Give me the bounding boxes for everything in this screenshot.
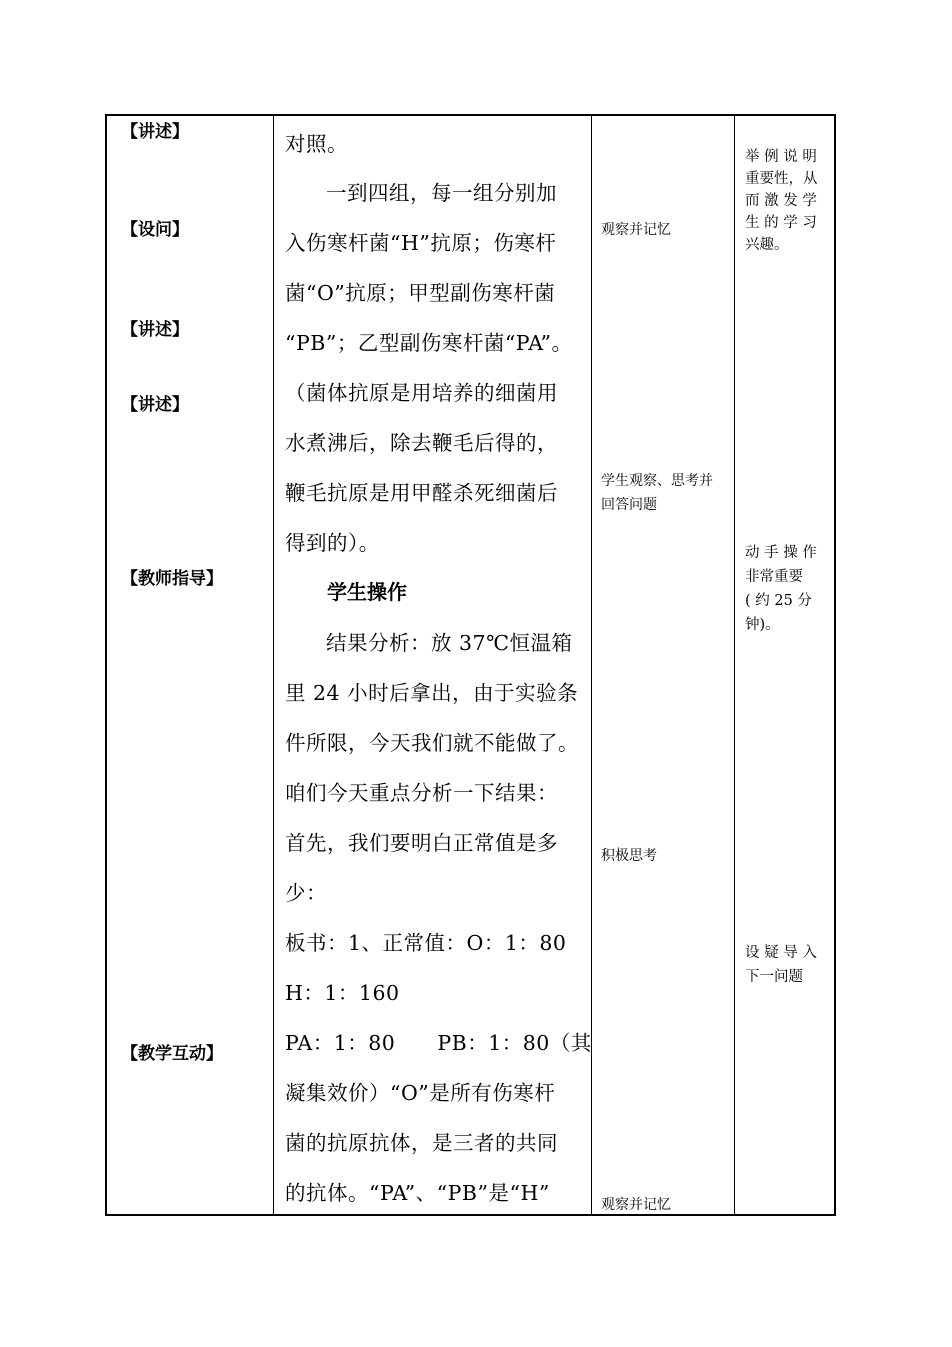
student-activity: 学生观察、思考并 <box>601 473 713 489</box>
content-line: “PB”；乙型副伤寒杆菌“PA”。 <box>285 331 573 355</box>
stage-label: 【讲述】 <box>121 320 189 340</box>
content-line: 板书：1、正常值：O：1：80 <box>285 931 567 955</box>
stage-label: 【讲述】 <box>121 122 189 142</box>
content-line: 鞭毛抗原是用甲醛杀死细菌后 <box>285 481 558 505</box>
design-note: 钟)。 <box>745 617 780 633</box>
content-line: 入伤寒杆菌“H”抗原；伤寒杆 <box>285 231 557 255</box>
student-activity: 观察并记忆 <box>601 1197 671 1213</box>
content-line: 得到的）。 <box>285 531 380 555</box>
student-activity: 积极思考 <box>601 848 657 864</box>
design-note: 设 疑 导 入 <box>745 945 817 961</box>
design-note: 而 激 发 学 <box>745 193 817 209</box>
content-line: PA：1：80 PB：1：80（其 <box>285 1031 592 1055</box>
design-note: 举 例 说 明 <box>745 149 817 165</box>
content-line: 件所限，今天我们就不能做了。 <box>285 731 579 755</box>
content-line: 凝集效价）“O”是所有伤寒杆 <box>285 1081 556 1105</box>
stage-label: 【讲述】 <box>121 395 189 415</box>
design-note: ( 约 25 分 <box>745 593 812 609</box>
content-line: 一到四组，每一组分别加 <box>326 181 557 205</box>
column-divider-3 <box>734 116 735 1214</box>
section-heading: 学生操作 <box>327 580 407 604</box>
column-divider-1 <box>273 116 274 1214</box>
content-line: H：1：160 <box>285 981 400 1005</box>
content-line: 的抗体。“PA”、“PB”是“H” <box>285 1181 550 1205</box>
content-line: 菌“O”抗原；甲型副伤寒杆菌 <box>285 281 556 305</box>
content-line: 咱们今天重点分析一下结果： <box>285 781 558 805</box>
content-line: 水煮沸后，除去鞭毛后得的， <box>285 431 558 455</box>
stage-label: 【教学互动】 <box>121 1044 223 1064</box>
content-line: 结果分析：放 37℃恒温箱 <box>326 631 573 655</box>
content-line: 里 24 小时后拿出，由于实验条 <box>285 681 579 705</box>
student-activity: 回答问题 <box>601 497 657 513</box>
lesson-plan-table <box>105 114 836 1216</box>
content-line: （菌体抗原是用培养的细菌用 <box>285 381 558 405</box>
stage-label: 【教师指导】 <box>121 569 223 589</box>
student-activity: 观察并记忆 <box>601 222 671 238</box>
design-note: 生 的 学 习 <box>745 215 817 231</box>
stage-label: 【设问】 <box>121 220 189 240</box>
content-line: 对照。 <box>285 132 348 156</box>
content-line: 菌的抗原抗体，是三者的共同 <box>285 1131 558 1155</box>
design-note: 非常重要 <box>745 569 803 585</box>
design-note: 重要性，从 <box>745 171 818 187</box>
design-note: 兴趣。 <box>745 237 789 253</box>
design-note: 下一问题 <box>745 969 803 985</box>
content-line: 首先，我们要明白正常值是多 <box>285 831 558 855</box>
design-note: 动 手 操 作 <box>745 545 817 561</box>
content-line: 少： <box>285 881 327 905</box>
